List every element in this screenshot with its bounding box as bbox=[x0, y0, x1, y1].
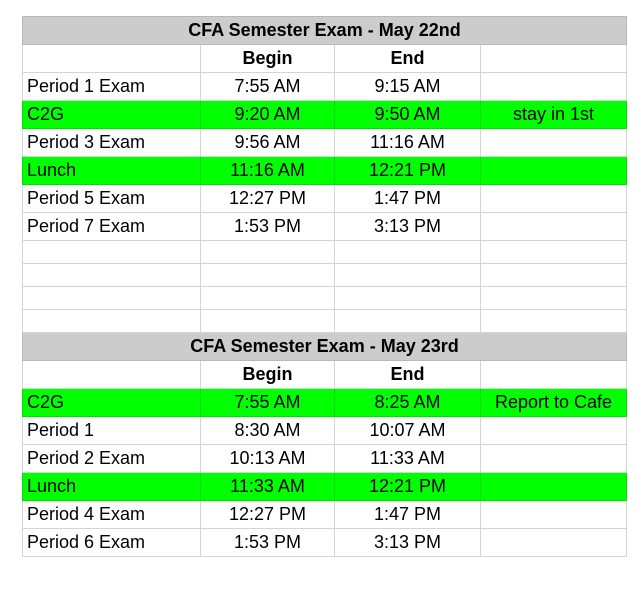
end-time-cell[interactable]: 12:21 PM bbox=[335, 473, 481, 501]
empty-cell[interactable] bbox=[201, 264, 335, 287]
end-time-cell[interactable]: 1:47 PM bbox=[335, 185, 481, 213]
end-time-cell[interactable]: 9:15 AM bbox=[335, 73, 481, 101]
note-cell[interactable] bbox=[481, 129, 627, 157]
day2-end-header[interactable]: End bbox=[335, 361, 481, 389]
empty-cell[interactable] bbox=[335, 310, 481, 333]
day1-title-row bbox=[23, 17, 627, 45]
empty-cell[interactable] bbox=[481, 241, 627, 264]
day2-title-row bbox=[23, 333, 627, 361]
period-label-cell[interactable]: C2G bbox=[23, 101, 201, 129]
empty-row bbox=[23, 241, 627, 264]
note-cell[interactable] bbox=[481, 213, 627, 241]
table-row bbox=[23, 417, 627, 445]
begin-time-cell[interactable]: 1:53 PM bbox=[201, 529, 335, 557]
end-time-cell[interactable]: 11:16 AM bbox=[335, 129, 481, 157]
note-cell[interactable] bbox=[481, 473, 627, 501]
begin-time-cell[interactable]: 11:16 AM bbox=[201, 157, 335, 185]
day1-header-blank[interactable] bbox=[23, 45, 201, 73]
end-time-cell[interactable]: 8:25 AM bbox=[335, 389, 481, 417]
end-time-cell[interactable]: 1:47 PM bbox=[335, 501, 481, 529]
empty-cell[interactable] bbox=[201, 241, 335, 264]
period-label-cell[interactable]: Lunch bbox=[23, 473, 201, 501]
begin-time-cell[interactable]: 7:55 AM bbox=[201, 389, 335, 417]
begin-time-cell[interactable]: 8:30 AM bbox=[201, 417, 335, 445]
note-cell[interactable]: stay in 1st bbox=[481, 101, 627, 129]
empty-row bbox=[23, 264, 627, 287]
day2-note-header-blank[interactable] bbox=[481, 361, 627, 389]
period-label-cell[interactable]: Period 3 Exam bbox=[23, 129, 201, 157]
period-label-cell[interactable]: C2G bbox=[23, 389, 201, 417]
day1-column-header-row bbox=[23, 45, 627, 73]
period-label-cell[interactable]: Period 1 bbox=[23, 417, 201, 445]
table-row bbox=[23, 389, 627, 417]
schedule-sheet bbox=[22, 16, 626, 557]
empty-cell[interactable] bbox=[481, 287, 627, 310]
table-row bbox=[23, 157, 627, 185]
period-label-cell[interactable]: Period 6 Exam bbox=[23, 529, 201, 557]
empty-cell[interactable] bbox=[201, 287, 335, 310]
note-cell[interactable] bbox=[481, 445, 627, 473]
begin-time-cell[interactable]: 12:27 PM bbox=[201, 501, 335, 529]
empty-cell[interactable] bbox=[23, 241, 201, 264]
day1-end-header[interactable]: End bbox=[335, 45, 481, 73]
table-row bbox=[23, 213, 627, 241]
begin-time-cell[interactable]: 1:53 PM bbox=[201, 213, 335, 241]
schedule-table bbox=[22, 16, 627, 557]
day2-title[interactable]: CFA Semester Exam - May 23rd bbox=[23, 333, 627, 361]
note-cell[interactable] bbox=[481, 529, 627, 557]
note-cell[interactable] bbox=[481, 73, 627, 101]
empty-cell[interactable] bbox=[201, 310, 335, 333]
empty-cell[interactable] bbox=[335, 241, 481, 264]
begin-time-cell[interactable]: 9:20 AM bbox=[201, 101, 335, 129]
table-row bbox=[23, 129, 627, 157]
period-label-cell[interactable]: Period 2 Exam bbox=[23, 445, 201, 473]
begin-time-cell[interactable]: 11:33 AM bbox=[201, 473, 335, 501]
end-time-cell[interactable]: 3:13 PM bbox=[335, 529, 481, 557]
end-time-cell[interactable]: 11:33 AM bbox=[335, 445, 481, 473]
period-label-cell[interactable]: Period 4 Exam bbox=[23, 501, 201, 529]
table-row bbox=[23, 73, 627, 101]
table-row bbox=[23, 529, 627, 557]
day2-header-blank[interactable] bbox=[23, 361, 201, 389]
table-row bbox=[23, 501, 627, 529]
empty-row bbox=[23, 310, 627, 333]
empty-row bbox=[23, 287, 627, 310]
note-cell[interactable] bbox=[481, 185, 627, 213]
day1-title[interactable]: CFA Semester Exam - May 22nd bbox=[23, 17, 627, 45]
note-cell[interactable] bbox=[481, 417, 627, 445]
table-row bbox=[23, 473, 627, 501]
begin-time-cell[interactable]: 7:55 AM bbox=[201, 73, 335, 101]
end-time-cell[interactable]: 3:13 PM bbox=[335, 213, 481, 241]
empty-cell[interactable] bbox=[23, 287, 201, 310]
period-label-cell[interactable]: Period 5 Exam bbox=[23, 185, 201, 213]
day1-begin-header[interactable]: Begin bbox=[201, 45, 335, 73]
empty-cell[interactable] bbox=[23, 264, 201, 287]
begin-time-cell[interactable]: 10:13 AM bbox=[201, 445, 335, 473]
table-row bbox=[23, 445, 627, 473]
note-cell[interactable] bbox=[481, 501, 627, 529]
period-label-cell[interactable]: Period 1 Exam bbox=[23, 73, 201, 101]
table-row bbox=[23, 101, 627, 129]
empty-cell[interactable] bbox=[481, 310, 627, 333]
empty-cell[interactable] bbox=[335, 287, 481, 310]
empty-cell[interactable] bbox=[335, 264, 481, 287]
period-label-cell[interactable]: Lunch bbox=[23, 157, 201, 185]
end-time-cell[interactable]: 12:21 PM bbox=[335, 157, 481, 185]
begin-time-cell[interactable]: 12:27 PM bbox=[201, 185, 335, 213]
day1-note-header-blank[interactable] bbox=[481, 45, 627, 73]
table-row bbox=[23, 185, 627, 213]
note-cell[interactable] bbox=[481, 157, 627, 185]
period-label-cell[interactable]: Period 7 Exam bbox=[23, 213, 201, 241]
day2-column-header-row bbox=[23, 361, 627, 389]
empty-cell[interactable] bbox=[23, 310, 201, 333]
end-time-cell[interactable]: 9:50 AM bbox=[335, 101, 481, 129]
begin-time-cell[interactable]: 9:56 AM bbox=[201, 129, 335, 157]
note-cell[interactable]: Report to Cafe bbox=[481, 389, 627, 417]
day2-begin-header[interactable]: Begin bbox=[201, 361, 335, 389]
end-time-cell[interactable]: 10:07 AM bbox=[335, 417, 481, 445]
empty-cell[interactable] bbox=[481, 264, 627, 287]
